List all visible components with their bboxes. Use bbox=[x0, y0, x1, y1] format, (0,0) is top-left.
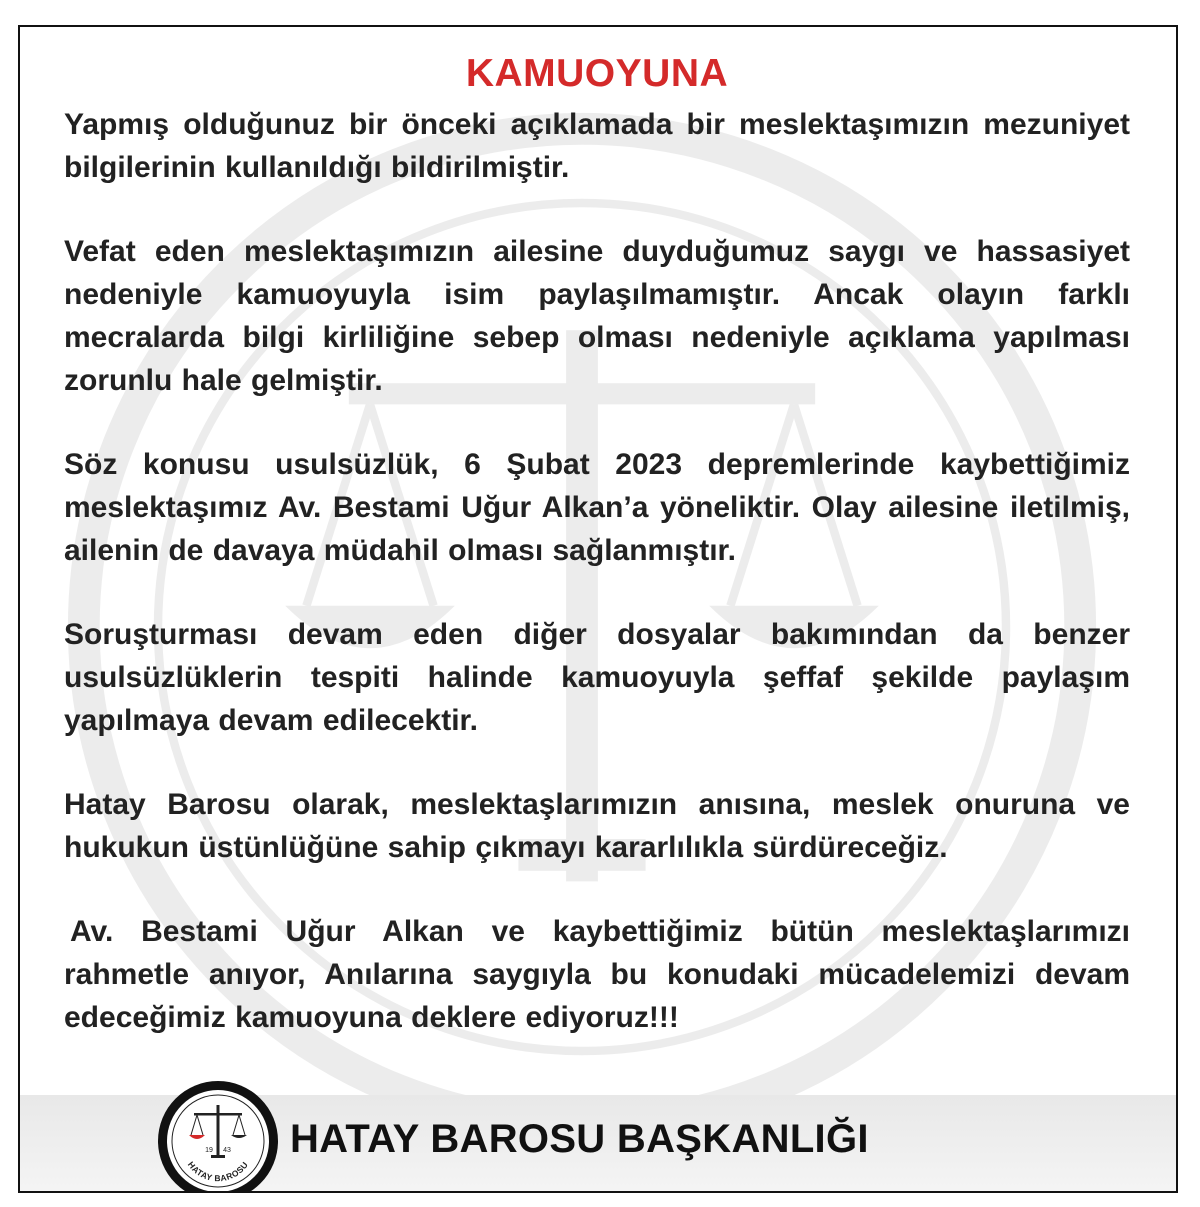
statement-title: KAMUOYUNA bbox=[465, 52, 729, 95]
paragraph-6: Av. Bestami Uğur Alkan ve kaybettiğimiz bütün meslektaşlarımızı rahmetle anıyor, Anılarına saygıyla bu konudaki mücadelemizi devam edeceğimiz kamuoyuna deklere ediyoruz!!! bbox=[64, 915, 1130, 1034]
statement-content bbox=[64, 49, 1130, 1080]
paragraph-5: Hatay Barosu olarak, meslektaşlarımızın anısına, meslek onuruna ve hukukun üstünlüğüne sahip çıkmayı kararlılıkla sürdüreceğiz. bbox=[64, 788, 1130, 864]
paragraph-3: Söz konusu usulsüzlük, 6 Şubat 2023 depremlerinde kaybettiğimiz meslektaşımız Av. Bestami Uğur Alkan’a yöneliktir. Olay ailesine iletilmiş, ailenin de davaya müdahil olması sağlanmıştır. bbox=[64, 448, 1130, 567]
seal-year-right: 43 bbox=[223, 1147, 231, 1154]
signature-title: HATAY BAROSU BAŞKANLIĞI bbox=[290, 1117, 869, 1161]
paragraph-1: Yapmış olduğunuz bir önceki açıklamada bir meslektaşımızın mezuniyet bilgilerinin kullanıldığı bildirilmiştir. bbox=[64, 108, 1130, 184]
seal-text: HATAY BAROSU bbox=[185, 1159, 251, 1184]
paragraph-2: Vefat eden meslektaşımızın ailesine duyduğumuz saygı ve hassasiyet nedeniyle kamuoyuyla isim paylaşılmamıştır. Ancak olayın farklı mecralarda bilgi kirliliğine sebep olması nedeniyle açıklama yapılması zorunlu hale gelmiştir. bbox=[64, 235, 1130, 397]
seal-year-left: 19 bbox=[205, 1147, 213, 1154]
paragraph-4: Soruşturması devam eden diğer dosyalar bakımından da benzer usulsüzlüklerin tespiti halinde kamuoyuyla şeffaf şekilde paylaşım yapılmaya devam edilecektir. bbox=[64, 618, 1130, 737]
hatay-barosu-seal-icon bbox=[156, 1079, 280, 1193]
statement-frame bbox=[18, 25, 1178, 1193]
